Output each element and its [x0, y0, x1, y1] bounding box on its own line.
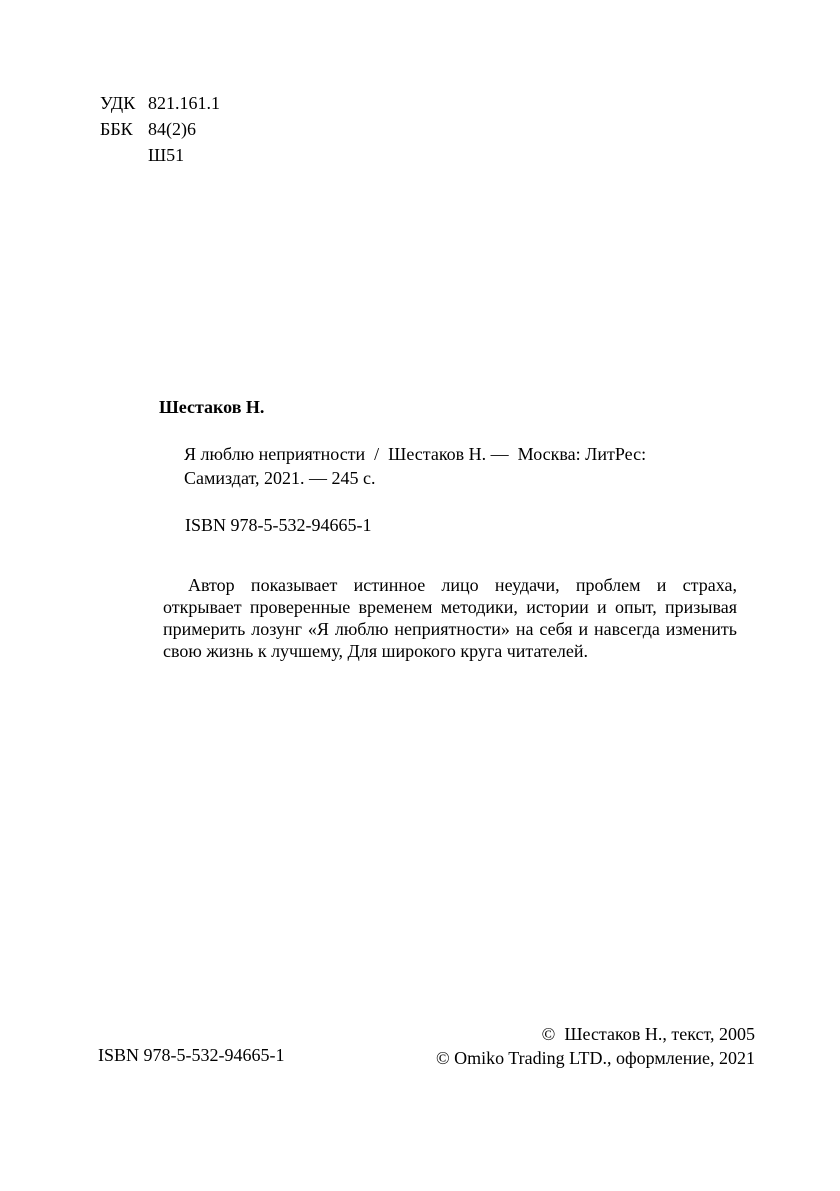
annotation-line: открывает проверенные временем методики, истории и опыт, призывая	[163, 597, 737, 617]
copyright-block	[436, 1022, 755, 1070]
bibliographic-record	[184, 442, 724, 490]
isbn-footer: ISBN 978-5-532-94665-1	[98, 1045, 285, 1065]
author-heading: Шестаков Н.	[159, 397, 265, 417]
author-sign-value: Ш51	[148, 145, 185, 165]
annotation-line: свою жизнь к лучшему, Для широкого круга читателей.	[163, 641, 588, 661]
bbk-label: ББК	[100, 119, 133, 139]
classification-block	[100, 90, 220, 168]
copyright-text-line: © Шестаков Н., текст, 2005	[541, 1024, 755, 1044]
bibliographic-line: Я люблю неприятности / Шестаков Н. — Москва: ЛитРес:	[184, 444, 647, 464]
bbk-row	[100, 116, 220, 142]
bbk-value: 84(2)6	[148, 119, 196, 139]
bibliographic-line: Самиздат, 2021. — 245 с.	[184, 468, 376, 488]
udc-value: 821.161.1	[148, 93, 220, 113]
annotation-paragraph	[163, 574, 737, 662]
annotation-line: Автор показывает истинное лицо неудачи, проблем и страха,	[188, 575, 737, 595]
udc-label: УДК	[100, 93, 136, 113]
udc-row	[100, 90, 220, 116]
author-sign-spacer	[100, 142, 148, 168]
isbn-number: ISBN 978-5-532-94665-1	[185, 515, 372, 535]
annotation-line: примерить лозунг «Я люблю неприятности» на себя и навсегда изменить	[163, 619, 737, 639]
copyright-design-line: © Omiko Trading LTD., оформление, 2021	[435, 1048, 755, 1068]
author-sign-row	[100, 142, 220, 168]
